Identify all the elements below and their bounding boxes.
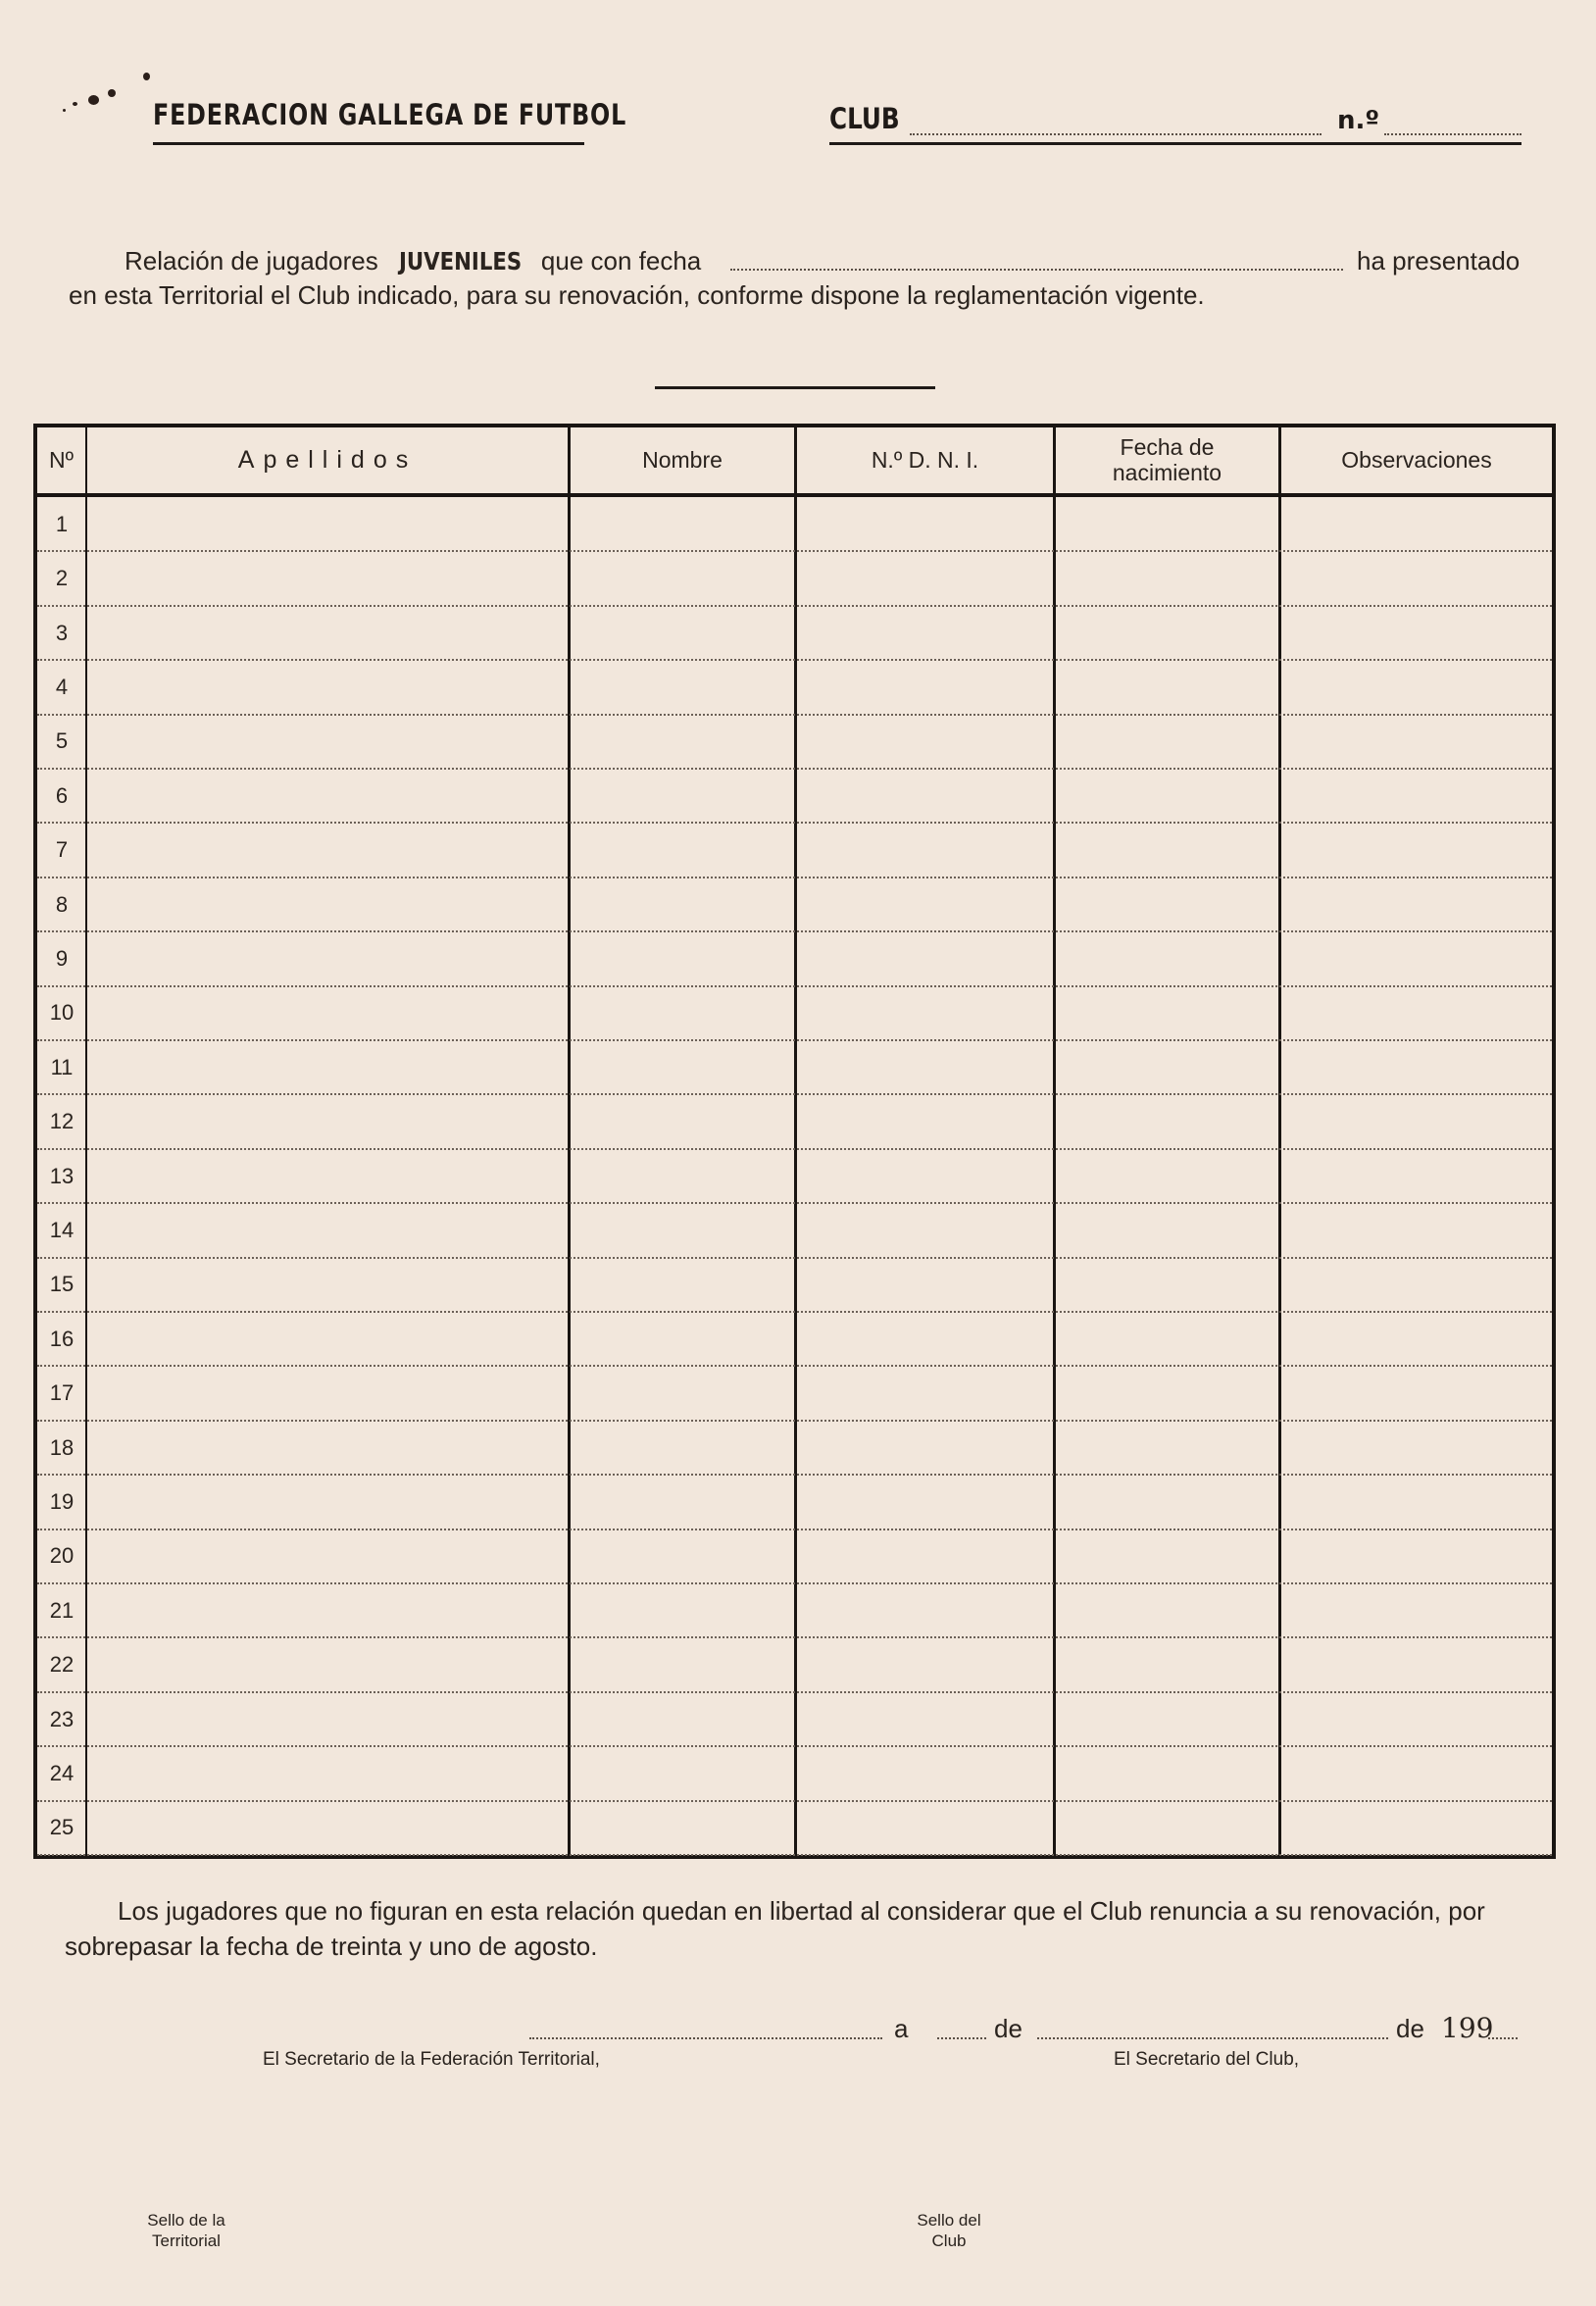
divider (655, 386, 935, 389)
seal-territorial-line2: Territorial (152, 2231, 221, 2251)
column-divider (1053, 427, 1056, 1855)
header-birthdate (1056, 427, 1278, 493)
row-separator (37, 1529, 1552, 1530)
header-surnames: Apellidos (237, 445, 418, 474)
row-separator (37, 768, 1552, 770)
ink-spot (63, 109, 66, 112)
row-number: 12 (49, 1109, 75, 1134)
row-separator (37, 1474, 1552, 1476)
date-field[interactable] (730, 269, 1343, 271)
intro-text-3: ha presentado (1357, 246, 1521, 276)
row-number: 22 (49, 1652, 75, 1678)
ink-spot (143, 73, 150, 80)
row-number: 7 (55, 837, 69, 863)
row-separator (37, 930, 1552, 932)
signature-territorial-label: El Secretario de la Federación Territorial, (263, 2049, 600, 2070)
club-underline (829, 142, 1521, 145)
row-separator (37, 985, 1552, 987)
row-number: 19 (49, 1488, 75, 1514)
row-number: 15 (49, 1272, 75, 1297)
day-field[interactable] (937, 2037, 986, 2039)
seal-territorial-line1: Sello de la (147, 2211, 225, 2230)
row-separator (37, 822, 1552, 824)
date-a-label: a (894, 2014, 909, 2043)
column-divider (794, 427, 797, 1855)
row-separator (37, 1636, 1552, 1638)
club-field[interactable] (910, 133, 1322, 135)
row-separator (37, 1745, 1552, 1747)
table-header-rule (37, 493, 1552, 497)
row-number: 6 (55, 782, 69, 808)
club-number-label: n.º (1337, 106, 1380, 135)
ink-spot (108, 89, 116, 97)
row-number: 11 (50, 1054, 74, 1079)
club-label: CLUB (829, 102, 900, 135)
notice-line-2: sobrepasar la fecha de treinta y uno de agosto. (65, 1931, 598, 1961)
row-separator (37, 1311, 1552, 1313)
row-separator (37, 1148, 1552, 1150)
row-number: 24 (49, 1760, 75, 1785)
row-number: 17 (49, 1380, 75, 1406)
row-number: 10 (49, 1000, 75, 1026)
club-number-field[interactable] (1384, 133, 1521, 135)
intro-text-1: Relación de jugadores (125, 246, 378, 276)
row-number: 23 (49, 1706, 75, 1731)
row-separator (37, 659, 1552, 661)
row-separator (37, 1365, 1552, 1367)
column-divider (568, 427, 571, 1855)
row-separator (37, 1039, 1552, 1041)
row-separator (37, 1854, 1552, 1856)
row-separator (37, 1691, 1552, 1693)
date-de-label: de (994, 2014, 1022, 2043)
month-field[interactable] (1037, 2037, 1388, 2039)
year-prefix: 199 (1441, 2012, 1494, 2044)
signature-club-label: El Secretario del Club, (1114, 2049, 1300, 2070)
category-label: JUVENILES (399, 247, 523, 276)
row-separator (37, 1257, 1552, 1259)
row-separator (37, 1582, 1552, 1584)
federation-underline (153, 142, 584, 145)
row-separator (37, 605, 1552, 607)
row-number: 13 (49, 1163, 75, 1188)
row-separator (37, 877, 1552, 878)
seal-territorial (127, 2210, 245, 2252)
row-separator (37, 550, 1552, 552)
row-number: 14 (49, 1217, 75, 1242)
row-number: 5 (55, 728, 69, 754)
row-separator (37, 1420, 1552, 1422)
row-number: 25 (49, 1815, 75, 1840)
intro-text-2: que con fecha (540, 246, 702, 276)
row-number: 1 (55, 511, 69, 536)
row-number: 18 (49, 1434, 75, 1460)
seal-club-line1: Sello del (917, 2211, 981, 2230)
row-number: 8 (55, 891, 69, 917)
row-number: 9 (55, 945, 69, 971)
ink-spot (88, 95, 99, 105)
place-field[interactable] (529, 2037, 882, 2039)
row-number: 2 (55, 566, 69, 591)
row-separator (37, 1800, 1552, 1802)
header-name: Nombre (642, 446, 723, 473)
header-dni: N.º D. N. I. (871, 446, 979, 473)
row-number: 16 (49, 1326, 75, 1351)
row-separator (37, 1202, 1552, 1204)
date-de-label-2: de (1396, 2014, 1424, 2043)
row-separator (37, 1093, 1552, 1095)
header-number: Nº (48, 446, 74, 473)
notice-line-1: Los jugadores que no figuran en esta relación quedan en libertad al considerar que el Club renuncia a su renovación, por (118, 1896, 1485, 1926)
ink-spot (73, 102, 77, 106)
header-birthdate-line1: Fecha de (1120, 434, 1215, 461)
seal-club-line2: Club (931, 2231, 967, 2251)
row-number: 3 (55, 620, 69, 645)
column-divider (1278, 427, 1281, 1855)
seal-club (890, 2210, 1008, 2252)
row-number: 20 (49, 1543, 75, 1569)
row-number: 21 (49, 1597, 75, 1623)
row-number: 4 (55, 674, 69, 699)
row-separator (37, 714, 1552, 716)
intro-line-2: en esta Territorial el Club indicado, para su renovación, conforme dispone la reglamentación vigente. (69, 280, 1205, 310)
year-field[interactable] (1488, 2037, 1518, 2039)
intro-line-1 (125, 246, 701, 276)
federation-title: FEDERACION GALLEGA DE FUTBOL (153, 98, 627, 131)
header-birthdate-line2: nacimiento (1112, 459, 1222, 485)
header-observations: Observaciones (1341, 446, 1492, 473)
